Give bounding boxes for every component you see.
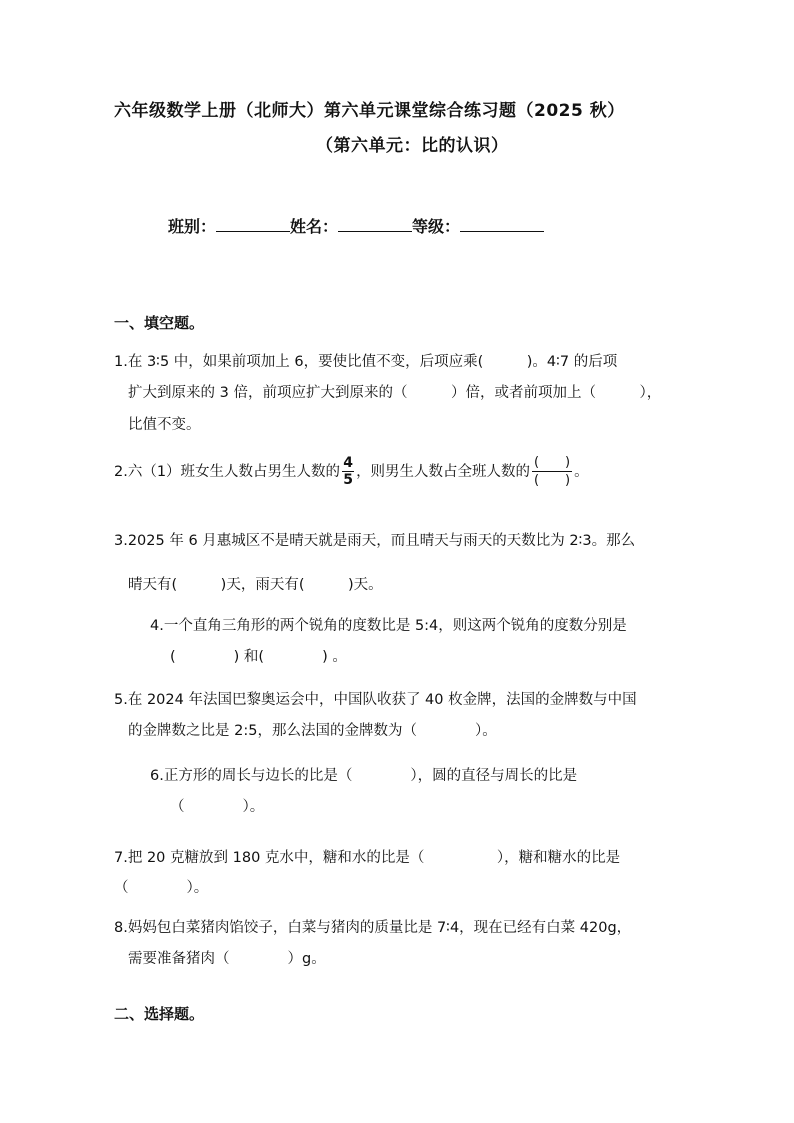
class-label: 班别： bbox=[168, 217, 217, 236]
name-blank[interactable] bbox=[338, 217, 412, 232]
student-info-line bbox=[168, 214, 544, 237]
question-5-line-1: 5.在 2024 年法国巴黎奥运会中，中国队收获了 40 枚金牌，法国的金牌数与中国 bbox=[114, 692, 637, 708]
question-4-line-1: 4.一个直角三角形的两个锐角的度数比是 5:4，则这两个锐角的度数分别是 bbox=[150, 618, 627, 634]
question-6-line-1: 6.正方形的周长与边长的比是（ ），圆的直径与周长的比是 bbox=[150, 768, 578, 784]
question-5-line-2: 的金牌数之比是 2:5，那么法国的金牌数为（ ）。 bbox=[128, 723, 497, 739]
question-8-line-2: 需要准备猪肉（ ）g。 bbox=[128, 951, 326, 967]
question-4-line-2: ( ) 和( ) 。 bbox=[170, 649, 347, 665]
class-blank[interactable] bbox=[216, 217, 290, 232]
page-subtitle: （第六单元：比的认识） bbox=[316, 136, 509, 156]
question-8-line-1: 8.妈妈包白菜猪肉馅饺子，白菜与猪肉的质量比是 7∶4，现在已经有白菜 420g， bbox=[114, 920, 632, 936]
question-3-line-1: 3.2025 年 6 月惠城区不是晴天就是雨天，而且晴天与雨天的天数比为 2∶3。那么 bbox=[114, 533, 636, 549]
section-heading-fill-blank: 一、填空题。 bbox=[114, 314, 205, 332]
page-title: 六年级数学上册（北师大）第六单元课堂综合练习题（2025 秋） bbox=[114, 101, 625, 121]
question-7-line-2: （ ）。 bbox=[114, 880, 209, 896]
question-2 bbox=[114, 454, 589, 489]
name-label: 姓名： bbox=[290, 217, 339, 236]
question-2-text-after: ，则男生人数占全班人数的 bbox=[356, 463, 531, 480]
question-7-line-1: 7.把 20 克糖放到 180 克水中，糖和水的比是（ ），糖和糖水的比是 bbox=[114, 850, 621, 866]
section-heading-multiple-choice: 二、选择题。 bbox=[114, 1005, 205, 1023]
question-1-line-1: 1.在 3∶5 中，如果前项加上 6，要使比值不变，后项应乘( )。4∶7 的后项 bbox=[114, 354, 618, 370]
question-2-end: 。 bbox=[574, 463, 589, 480]
question-1-line-2: 扩大到原来的 3 倍，前项应扩大到原来的（ ）倍，或者前项加上（ ）， bbox=[128, 385, 662, 401]
question-2-text-before: 2.六（1）班女生人数占男生人数的 bbox=[114, 463, 341, 480]
question-1-line-3: 比值不变。 bbox=[128, 417, 201, 433]
question-6-line-2: （ ）。 bbox=[170, 799, 265, 815]
fraction-answer-blank[interactable]: $\frac{( )}{( )}$ bbox=[533, 455, 571, 488]
grade-blank[interactable] bbox=[460, 217, 544, 232]
grade-label: 等级： bbox=[412, 217, 461, 236]
fraction-four-fifths: $\frac{4}{5}$ bbox=[343, 454, 353, 489]
question-3-line-2: 晴天有( )天，雨天有( )天。 bbox=[128, 577, 383, 593]
